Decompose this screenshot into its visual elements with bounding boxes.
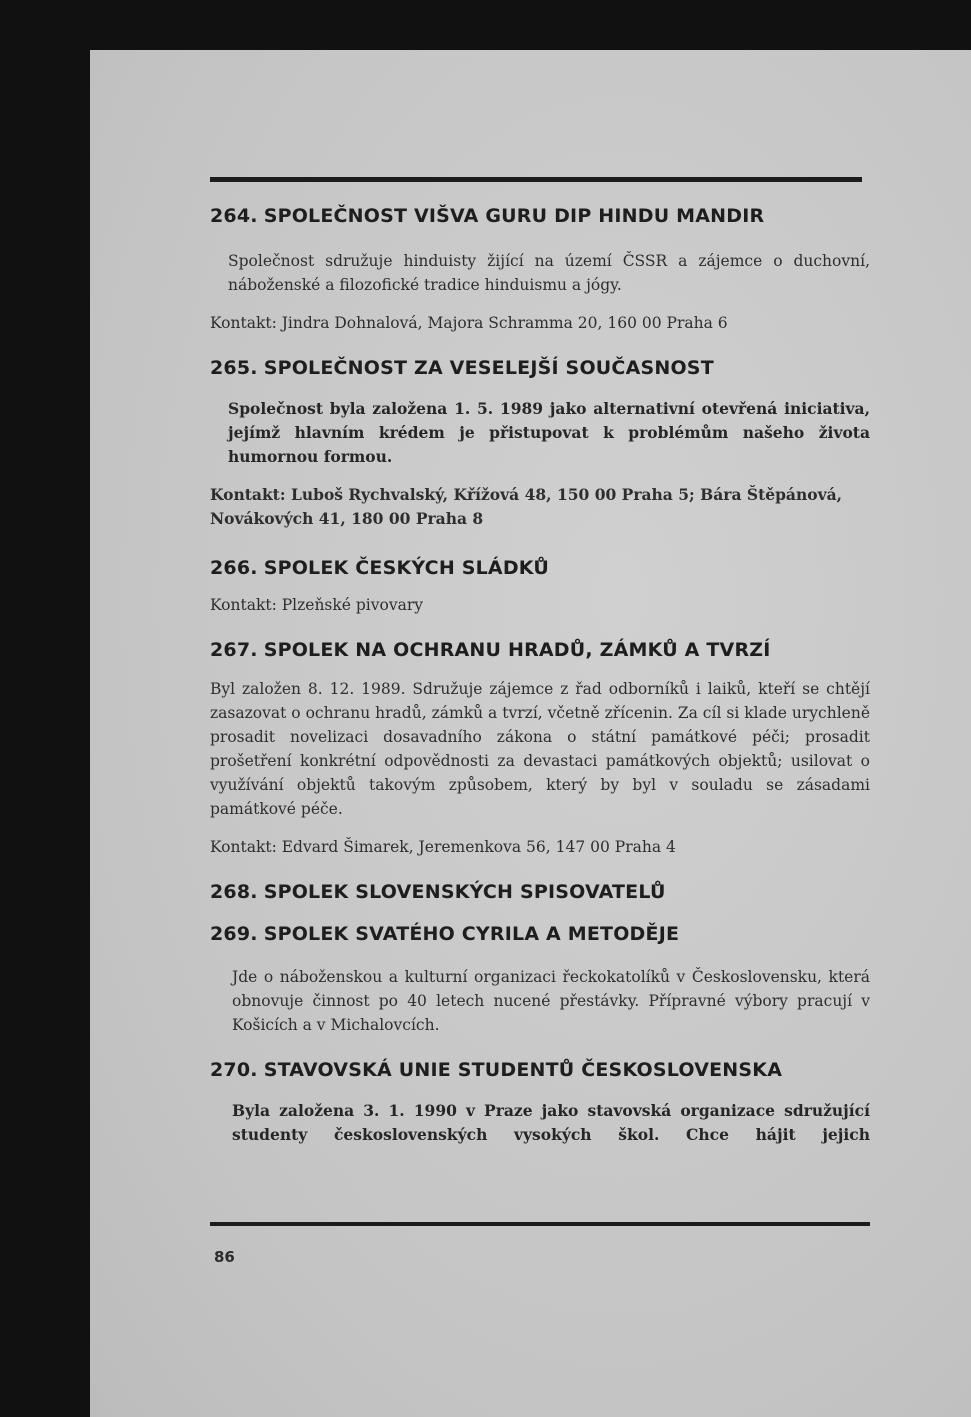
entry-number: 266. xyxy=(210,557,258,579)
top-rule xyxy=(210,177,862,182)
entry-contact-265: Kontakt: Luboš Rychvalský, Křížová 48, 150 00 Praha 5; Bára Štěpánová, Novákových 41, 180 00 Praha 8 xyxy=(210,485,843,528)
entry-number: 265. xyxy=(210,357,258,379)
entry-heading-269 xyxy=(210,923,870,945)
entry-title: STAVOVSKÁ UNIE STUDENTŮ ČESKOSLOVENSKA xyxy=(263,1059,783,1081)
entry-heading-266 xyxy=(210,557,870,579)
entry-text-269: Jde o náboženskou a kulturní organizaci řeckokatolíků v Československu, která obnovuje činnost po 40 letech nucené přestávky. Přípravné výbory pracují v Košicích a v Michalovcích. xyxy=(232,968,870,1034)
entry-title: SPOLEČNOST ZA VESELEJŠÍ SOUČASNOST xyxy=(263,357,714,379)
entry-number: 267. xyxy=(210,639,258,661)
entry-number: 264. xyxy=(210,205,258,227)
entry-contact-264: Kontakt: Jindra Dohnalová, Majora Schramma 20, 160 00 Praha 6 xyxy=(210,314,728,332)
entry-number: 269. xyxy=(210,923,258,945)
entry-title: SPOLEK SLOVENSKÝCH SPISOVATELŮ xyxy=(263,881,666,903)
entry-text-264: Společnost sdružuje hinduisty žijící na území ČSSR a zájemce o duchovní, náboženské a filozofické tradice hinduismu a jógy. xyxy=(228,252,870,294)
bottom-rule xyxy=(210,1222,870,1226)
entry-heading-264 xyxy=(210,205,870,227)
entry-heading-268 xyxy=(210,881,870,903)
entry-contact-267: Kontakt: Edvard Šimarek, Jeremenkova 56, 147 00 Praha 4 xyxy=(210,838,676,856)
entry-heading-265 xyxy=(210,357,870,379)
page-number: 86 xyxy=(214,1248,235,1266)
entry-contact-266: Kontakt: Plzeňské pivovary xyxy=(210,596,424,614)
entry-title: SPOLEK SVATÉHO CYRILA A METODĚJE xyxy=(263,923,680,945)
entry-title: SPOLEČNOST VIŠVA GURU DIP HINDU MANDIR xyxy=(263,205,765,227)
entry-text-265: Společnost byla založena 1. 5. 1989 jako alternativní otevřená iniciativa, jejímž hlavním krédem je přistupovat k problémům našeho života humornou formou. xyxy=(228,399,870,466)
entry-title: SPOLEK ČESKÝCH SLÁDKŮ xyxy=(263,557,550,579)
entry-text-270: Byla založena 3. 1. 1990 v Praze jako stavovská organizace sdružující studenty československých vysokých škol. Chce hájit jejich xyxy=(232,1101,870,1144)
entry-heading-270 xyxy=(210,1059,870,1081)
entry-text-267: Byl založen 8. 12. 1989. Sdružuje zájemce z řad odborníků i laiků, kteří se chtějí zasazovat o ochranu hradů, zámků a tvrzí, včetně zřícenin. Za cíl si klade urychleně prosadit novelizaci dosavadního zákona o státní památkové péči; prosadit prošetření konkrétní odpovědnosti za devastaci památkových objektů; usilovat o využívání objektů takovým způsobem, který by byl v souladu se zásadami památkové péče. xyxy=(210,680,870,818)
entry-number: 268. xyxy=(210,881,258,903)
entry-number: 270. xyxy=(210,1059,258,1081)
entry-heading-267 xyxy=(210,639,870,661)
entry-title: SPOLEK NA OCHRANU HRADŮ, ZÁMKŮ A TVRZÍ xyxy=(263,639,771,661)
page-content xyxy=(210,205,870,1147)
